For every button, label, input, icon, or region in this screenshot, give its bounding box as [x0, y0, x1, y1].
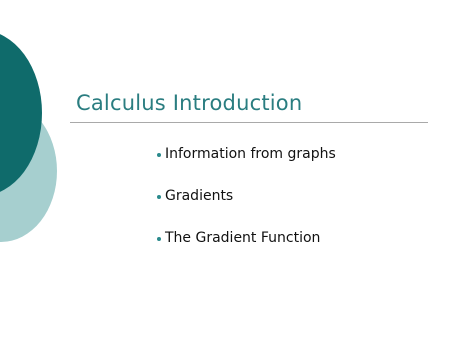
bullet-item	[156, 228, 336, 248]
bullet-text: Gradients	[165, 188, 234, 204]
decorative-circles	[0, 0, 70, 260]
slide-title: Calculus Introduction	[76, 91, 303, 115]
bullet-dot-icon	[157, 237, 161, 241]
bullet-dot-icon	[157, 195, 161, 199]
bullet-dot-icon	[157, 153, 161, 157]
bullet-list	[156, 144, 336, 270]
bullet-item	[156, 144, 336, 164]
bullet-item	[156, 186, 336, 206]
bullet-text: The Gradient Function	[165, 230, 321, 246]
bullet-text: Information from graphs	[165, 146, 336, 162]
title-divider	[70, 122, 428, 123]
